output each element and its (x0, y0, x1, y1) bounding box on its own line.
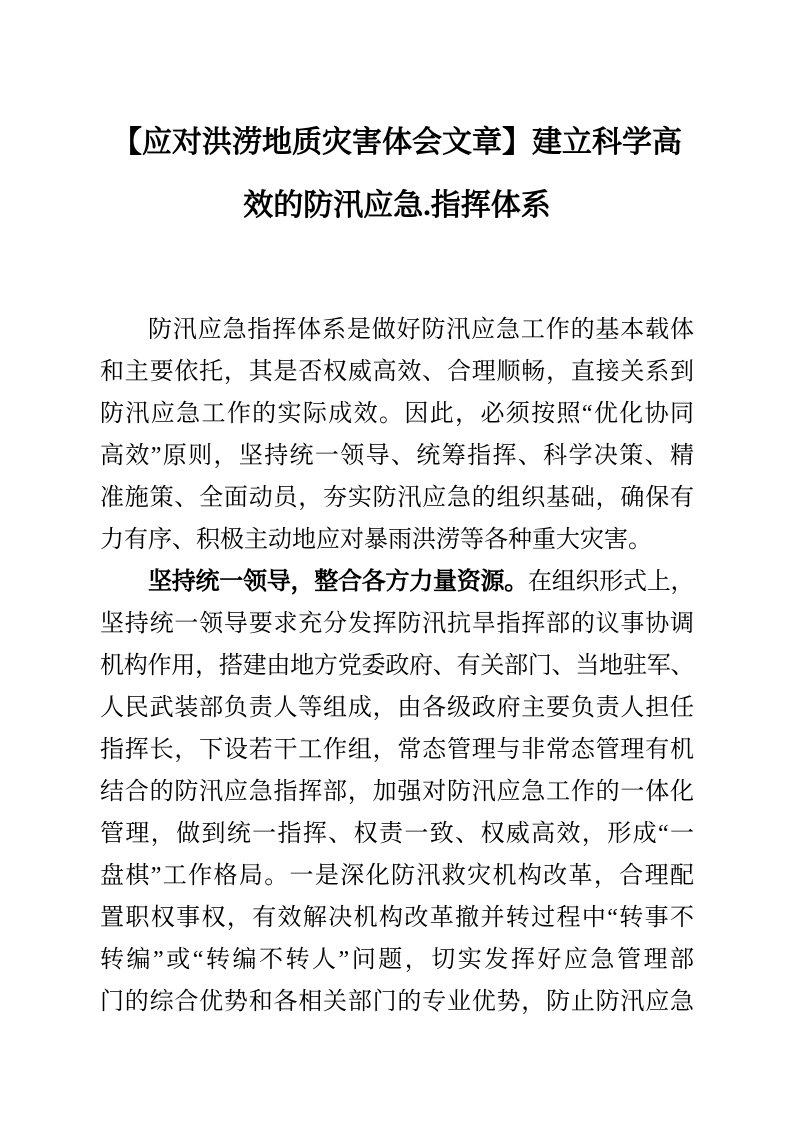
text-line: 防汛应急工作的实际成效。因此，必须按照“优化协同 (100, 401, 694, 427)
text-line: 指挥长，下设若干工作组，常态管理与非常态管理有机 (100, 737, 694, 763)
text-line: 高效”原则，坚持统一领导、统筹指挥、科学决策、精 (100, 443, 694, 469)
text-line: 准施策、全面动员，夯实防汛应急的组织基础，确保有 (100, 485, 694, 511)
text-line: 人民武装部负责人等组成，由各级政府主要负责人担任 (100, 695, 694, 721)
text-line (100, 561, 694, 603)
paragraph-lead-rest: 在组织形式上， (528, 569, 694, 595)
text-line: 机构作用，搭建由地方党委政府、有关部门、当地驻军、 (100, 653, 694, 679)
text-line: 转编”或“转编不转人”问题，切实发挥好应急管理部 (100, 947, 694, 973)
text-line: 管理，做到统一指挥、权责一致、权威高效，形成“一 (100, 821, 694, 847)
title-line-1: 【应对洪涝地质灾害体会文章】建立科学高 (112, 126, 682, 159)
text-line: 结合的防汛应急指挥部，加强对防汛应急工作的一体化 (100, 779, 694, 805)
document-title (100, 111, 694, 237)
paragraph-intro (100, 309, 694, 561)
text-line: 坚持统一领导要求充分发挥防汛抗旱指挥部的议事协调 (100, 611, 694, 637)
document-body (100, 309, 694, 1023)
text-line: 置职权事权，有效解决机构改革撤并转过程中“转事不 (100, 905, 694, 931)
text-line: 防汛应急指挥体系是做好防汛应急工作的基本载体 (148, 317, 694, 343)
text-line: 门的综合优势和各相关部门的专业优势，防止防汛应急 (100, 989, 694, 1015)
title-line-2: 效的防汛应急.指挥体系 (243, 189, 551, 222)
text-line: 力有序、积极主动地应对暴雨洪涝等各种重大灾害。 (100, 527, 652, 553)
paragraph-unified-leadership (100, 561, 694, 1023)
text-line: 盘棋”工作格局。一是深化防汛救灾机构改革，合理配 (100, 863, 694, 889)
text-line: 和主要依托，其是否权威高效、合理顺畅，直接关系到 (100, 359, 694, 385)
paragraph-lead-bold: 坚持统一领导，整合各方力量资源。 (148, 568, 528, 595)
